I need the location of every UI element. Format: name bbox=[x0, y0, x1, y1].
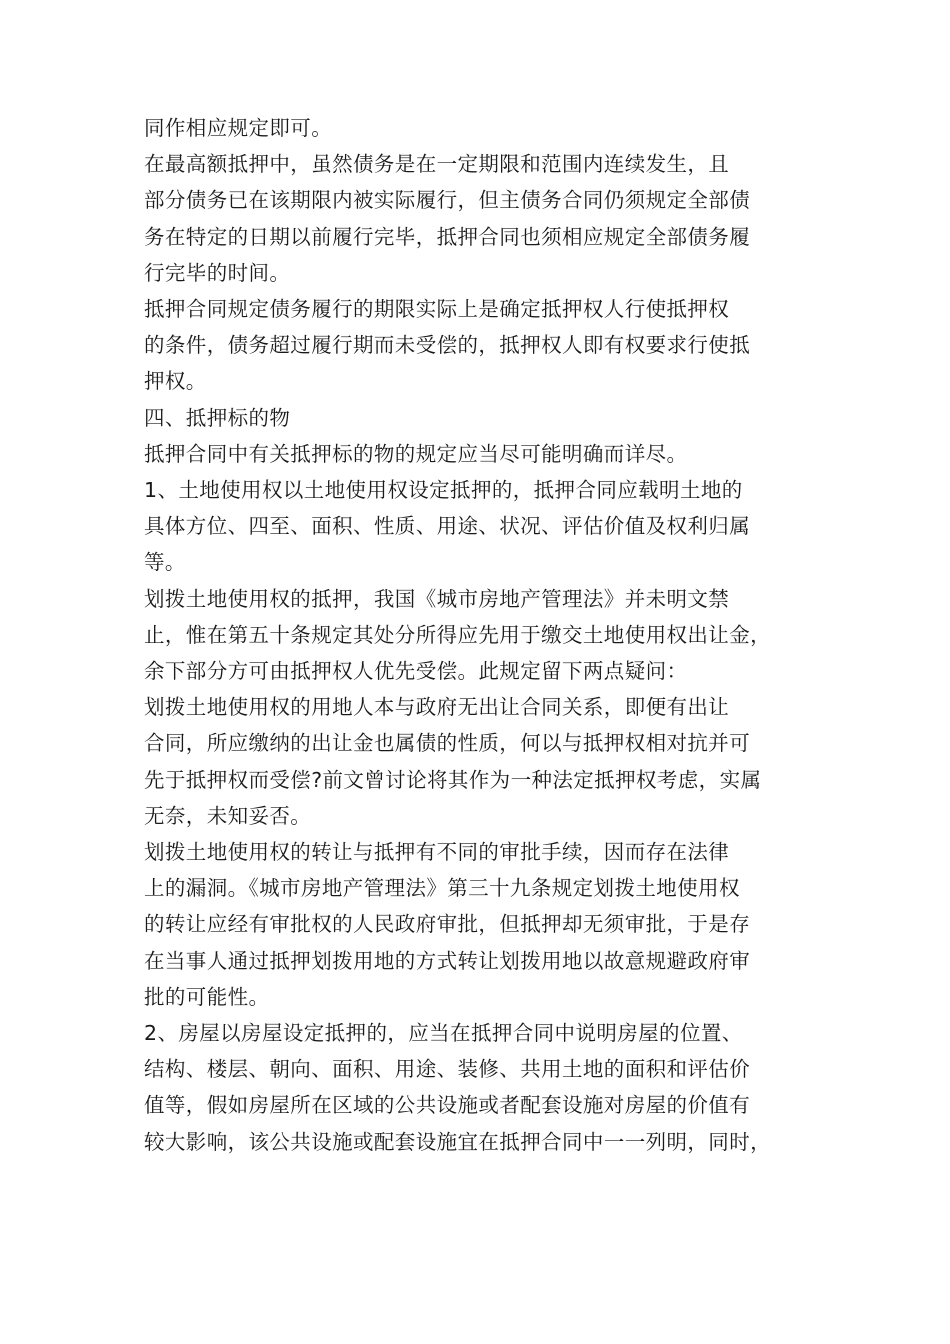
text-line: 划拨土地使用权的转让与抵押有不同的审批手续，因而存在法律 bbox=[144, 840, 730, 865]
text-line: 具体方位、四至、面积、性质、用途、状况、评估价值及权利归属 bbox=[144, 514, 751, 539]
text-line: 批的可能性。 bbox=[144, 984, 270, 1009]
text-line: 合同，所应缴纳的出让金也属债的性质，何以与抵押权相对抗并可 bbox=[144, 731, 751, 756]
text-line: 抵押合同中有关抵押标的物的规定应当尽可能明确而详尽。 bbox=[144, 441, 688, 466]
text-line: 划拨土地使用权的抵押，我国《城市房地产管理法》并未明文禁 bbox=[144, 586, 730, 611]
text-line: 划拨土地使用权的用地人本与政府无出让合同关系，即便有出让 bbox=[144, 695, 730, 720]
text-line: 的条件，债务超过履行期而未受偿的，抵押权人即有权要求行使抵 bbox=[144, 333, 751, 358]
text-line: 上的漏洞。《城市房地产管理法》第三十九条规定划拨土地使用权 bbox=[144, 876, 740, 901]
text-line: 的转让应经有审批权的人民政府审批，但抵押却无须审批，于是存 bbox=[144, 912, 751, 937]
section-heading: 四、抵押标的物 bbox=[144, 405, 291, 430]
text-line: 在最高额抵押中，虽然债务是在一定期限和范围内连续发生，且 bbox=[144, 152, 730, 177]
text-line: 结构、楼层、朝向、面积、用途、装修、共用土地的面积和评估价 bbox=[144, 1057, 751, 1082]
text-line: 值等，假如房屋所在区域的公共设施或者配套设施对房屋的价值有 bbox=[144, 1093, 751, 1118]
text-line: 等。 bbox=[144, 550, 186, 575]
text-line: 无奈，未知妥否。 bbox=[144, 803, 312, 828]
text-line: 抵押合同规定债务履行的期限实际上是确定抵押权人行使抵押权 bbox=[144, 297, 730, 322]
text-line: 在当事人通过抵押划拨用地的方式转让划拨用地以故意规避政府审 bbox=[144, 948, 751, 973]
text-line: 部分债务已在该期限内被实际履行，但主债务合同仍须规定全部债 bbox=[144, 188, 751, 213]
text-line: 行完毕的时间。 bbox=[144, 260, 291, 285]
text-line: 押权。 bbox=[144, 369, 207, 394]
document-body bbox=[144, 110, 834, 1160]
text-line: 2、房屋以房屋设定抵押的，应当在抵押合同中说明房屋的位置、 bbox=[144, 1021, 743, 1046]
text-line: 1、土地使用权以土地使用权设定抵押的，抵押合同应载明土地的 bbox=[144, 478, 743, 503]
text-line: 较大影响，该公共设施或配套设施宜在抵押合同中一一列明，同时， bbox=[144, 1129, 771, 1154]
text-line: 止，惟在第五十条规定其处分所得应先用于缴交土地使用权出让金， bbox=[144, 622, 771, 647]
text-line: 余下部分方可由抵押权人优先受偿。此规定留下两点疑问： bbox=[144, 659, 688, 684]
text-line: 同作相应规定即可。 bbox=[144, 116, 333, 140]
text-line: 务在特定的日期以前履行完毕，抵押合同也须相应规定全部债务履 bbox=[144, 224, 751, 249]
text-line: 先于抵押权而受偿?前文曾讨论将其作为一种法定抵押权考虑，实属 bbox=[144, 767, 762, 792]
